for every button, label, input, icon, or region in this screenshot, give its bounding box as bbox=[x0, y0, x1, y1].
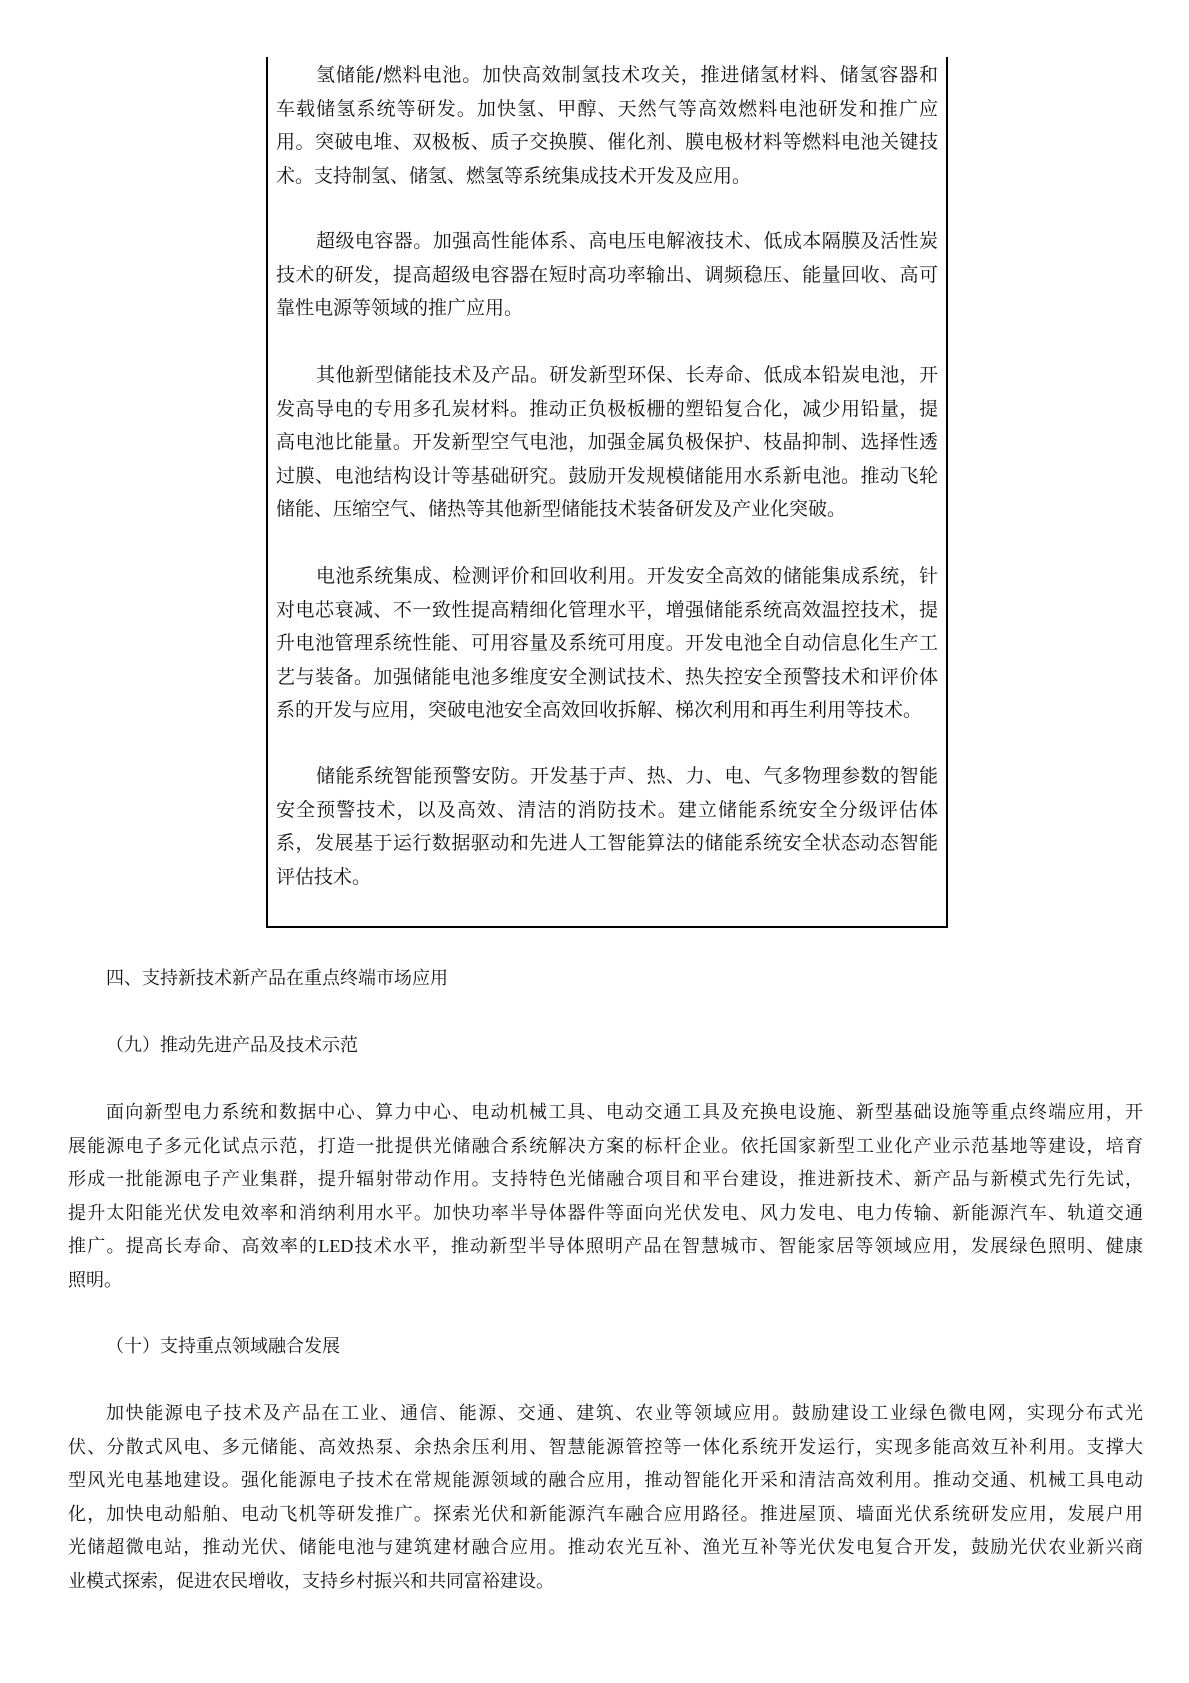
text-line: 伏、分散式风电、多元储能、高效热泵、余热余压利用、智慧能源管控等一体化系统开发运行，实现多能高效互补利用。支撑大 bbox=[68, 1436, 1143, 1457]
text-line: 发高导电的专用多孔炭材料。推动正负极板栅的塑铅复合化，减少用铅量，提 bbox=[276, 397, 938, 420]
section-heading: 四、支持新技术新产品在重点终端市场应用 bbox=[106, 968, 448, 988]
text-line: 系的开发与应用，突破电池安全高效回收拆解、梯次利用和再生利用等技术。 bbox=[276, 699, 923, 721]
paragraph-integration bbox=[68, 1397, 1143, 1598]
paragraph-demonstration bbox=[68, 1096, 1143, 1297]
text-line: 过膜、电池结构设计等基础研究。鼓励开发规模储能用水系新电池。推动飞轮 bbox=[276, 464, 938, 487]
text-line: 氢储能/燃料电池。加快高效制氢技术攻关，推进储氢材料、储氢容器和 bbox=[316, 64, 938, 86]
paragraph-safety-warning bbox=[276, 760, 938, 894]
paragraph-hydrogen bbox=[276, 59, 938, 193]
text-line: 照明。 bbox=[68, 1269, 122, 1290]
text-line: 面向新型电力系统和数据中心、算力中心、电动机械工具、电动交通工具及充换电设施、新型基础设施等重点终端应用，开 bbox=[106, 1102, 1143, 1122]
text-line: 超级电容器。加强高性能体系、高电压电解液技术、低成本隔膜及活性炭 bbox=[316, 230, 938, 252]
subsection-heading-10: （十）支持重点领域融合发展 bbox=[106, 1336, 340, 1356]
text-line: 储能系统智能预警安防。开发基于声、热、力、电、气多物理参数的智能 bbox=[316, 765, 938, 787]
technology-box bbox=[266, 57, 948, 928]
text-line: 储能、压缩空气、储热等其他新型储能技术装备研发及产业化突破。 bbox=[276, 498, 847, 520]
text-line: 电池系统集成、检测评价和回收利用。开发安全高效的储能集成系统，针 bbox=[316, 565, 938, 587]
text-line: 化，加快电动船舶、电动飞机等研发推广。探索光伏和新能源汽车融合应用路径。推进屋顶、墙面光伏系统研发应用，发展户用 bbox=[68, 1503, 1143, 1524]
text-line: 推广。提高长寿命、高效率的LED技术水平，推动新型半导体照明产品在智慧城市、智能家居等领域应用，发展绿色照明、健康 bbox=[68, 1236, 1143, 1256]
text-line: 光储超微电站，推动光伏、储能电池与建筑建材融合应用。推动农光互补、渔光互补等光伏发电复合开发，鼓励光伏农业新兴商 bbox=[68, 1537, 1143, 1557]
paragraph-other-storage bbox=[276, 359, 938, 527]
text-line: 对电芯衰减、不一致性提高精细化管理水平，增强储能系统高效温控技术，提 bbox=[276, 598, 938, 621]
text-line: 业模式探索，促进农民增收，支持乡村振兴和共同富裕建设。 bbox=[68, 1570, 554, 1591]
text-line: 术。支持制氢、储氢、燃氢等系统集成技术开发及应用。 bbox=[276, 164, 752, 187]
text-line: 车载储氢系统等研发。加快氢、甲醇、天然气等高效燃料电池研发和推广应 bbox=[276, 97, 938, 120]
text-line: 加快能源电子技术及产品在工业、通信、能源、交通、建筑、农业等领域应用。鼓励建设工业绿色微电网，实现分布式光 bbox=[106, 1403, 1143, 1423]
text-line: 艺与装备。加强储能电池多维度安全测试技术、热失控安全预警技术和评价体 bbox=[276, 665, 938, 688]
text-line: 提升太阳能光伏发电效率和消纳利用水平。加快功率半导体器件等面向光伏发电、风力发电、电力传输、新能源汽车、轨道交通 bbox=[68, 1202, 1143, 1223]
text-line: 评估技术。 bbox=[276, 865, 372, 888]
text-line: 高电池比能量。开发新型空气电池，加强金属负极保护、枝晶抑制、选择性透 bbox=[276, 431, 938, 453]
text-line: 系，发展基于运行数据驱动和先进人工智能算法的储能系统安全状态动态智能 bbox=[276, 832, 938, 854]
text-line: 靠性电源等领域的推广应用。 bbox=[276, 297, 524, 319]
text-line: 安全预警技术，以及高效、清洁的消防技术。建立储能系统安全分级评估体 bbox=[276, 798, 938, 821]
text-line: 用。突破电堆、双极板、质子交换膜、催化剂、膜电极材料等燃料电池关键技 bbox=[276, 131, 938, 153]
text-line: 形成一批能源电子产业集群，提升辐射带动作用。支持特色光储融合项目和平台建设，推进新技术、新产品与新模式先行先试， bbox=[68, 1169, 1143, 1189]
paragraph-battery-system bbox=[276, 560, 938, 728]
subsection-heading-9: （九）推动先进产品及技术示范 bbox=[106, 1035, 358, 1055]
text-line: 其他新型储能技术及产品。研发新型环保、长寿命、低成本铅炭电池，开 bbox=[316, 364, 938, 386]
text-line: 升电池管理系统性能、可用容量及系统可用度。开发电池全自动信息化生产工 bbox=[276, 632, 938, 654]
text-line: 型风光电基地建设。强化能源电子技术在常规能源领域的融合应用，推动智能化开采和清洁高效利用。推动交通、机械工具电动 bbox=[68, 1470, 1143, 1490]
paragraph-supercapacitor bbox=[276, 225, 938, 326]
text-line: 技术的研发，提高超级电容器在短时高功率输出、调频稳压、能量回收、高可 bbox=[276, 263, 938, 286]
text-line: 展能源电子多元化试点示范，打造一批提供光储融合系统解决方案的标杆企业。依托国家新型工业化产业示范基地等建设，培育 bbox=[68, 1135, 1143, 1156]
